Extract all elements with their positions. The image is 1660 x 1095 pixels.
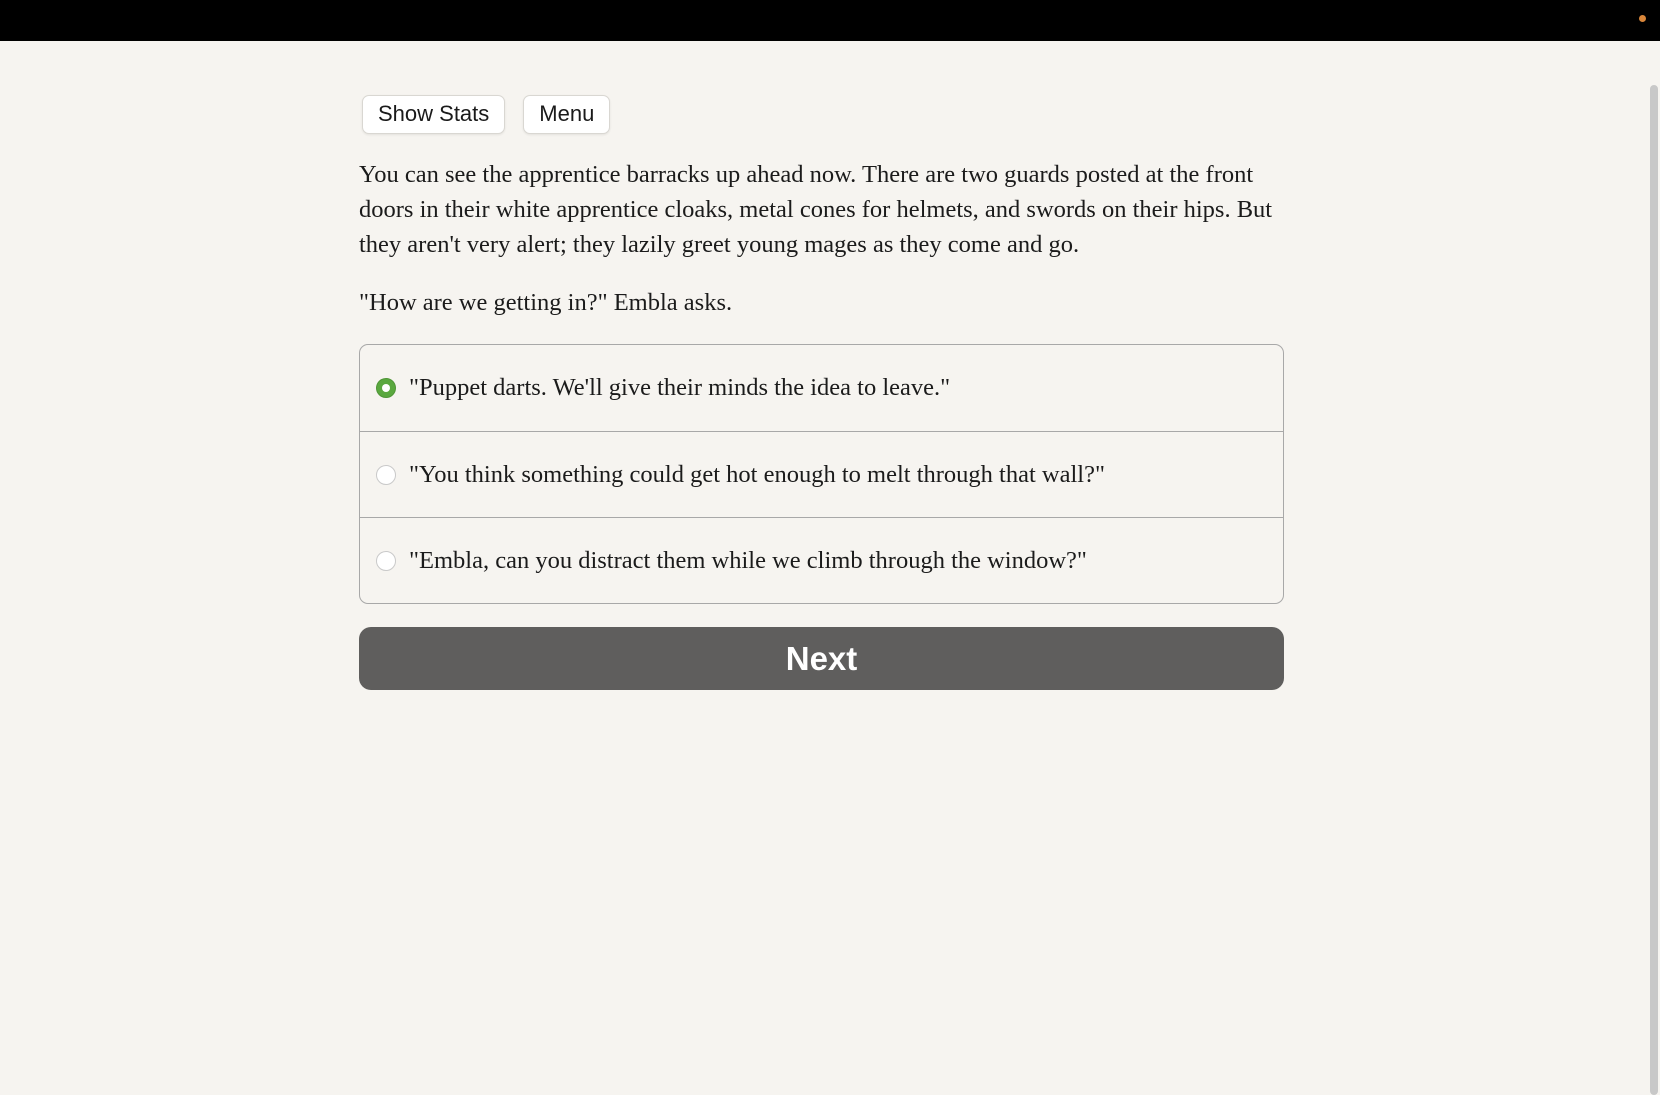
status-dot-icon: [1639, 15, 1646, 22]
choice-label: "Puppet darts. We'll give their minds the idea to leave.": [409, 374, 951, 401]
toolbar: [359, 95, 1284, 134]
choice-label: "You think something could get hot enough to melt through that wall?": [409, 460, 1105, 488]
top-bar: [0, 0, 1660, 41]
scrollbar-thumb[interactable]: [1650, 85, 1658, 1095]
choice-option-2[interactable]: [360, 431, 1283, 517]
next-button[interactable]: Next: [359, 627, 1284, 690]
game-content: [359, 41, 1284, 690]
radio-selected-icon[interactable]: [376, 378, 396, 398]
choice-option-3[interactable]: [360, 517, 1283, 603]
radio-unselected-icon[interactable]: [376, 551, 396, 571]
choice-label: "Embla, can you distract them while we climb through the window?": [409, 546, 1087, 574]
choice-option-1[interactable]: [360, 345, 1283, 431]
show-stats-button[interactable]: Show Stats: [362, 95, 505, 134]
story-text: [359, 157, 1284, 320]
scrollbar[interactable]: [1646, 41, 1660, 1080]
choice-list: [359, 344, 1284, 604]
story-paragraph: You can see the apprentice barracks up ahead now. There are two guards posted at the front doors in their white apprentice cloaks, metal cones for helmets, and swords on their hips. But they aren't very alert; they lazily greet young mages as they come and go.: [359, 161, 1273, 258]
story-dialogue: "How are we getting in?" Embla asks.: [359, 289, 733, 316]
radio-unselected-icon[interactable]: [376, 465, 396, 485]
menu-button[interactable]: Menu: [523, 95, 610, 134]
